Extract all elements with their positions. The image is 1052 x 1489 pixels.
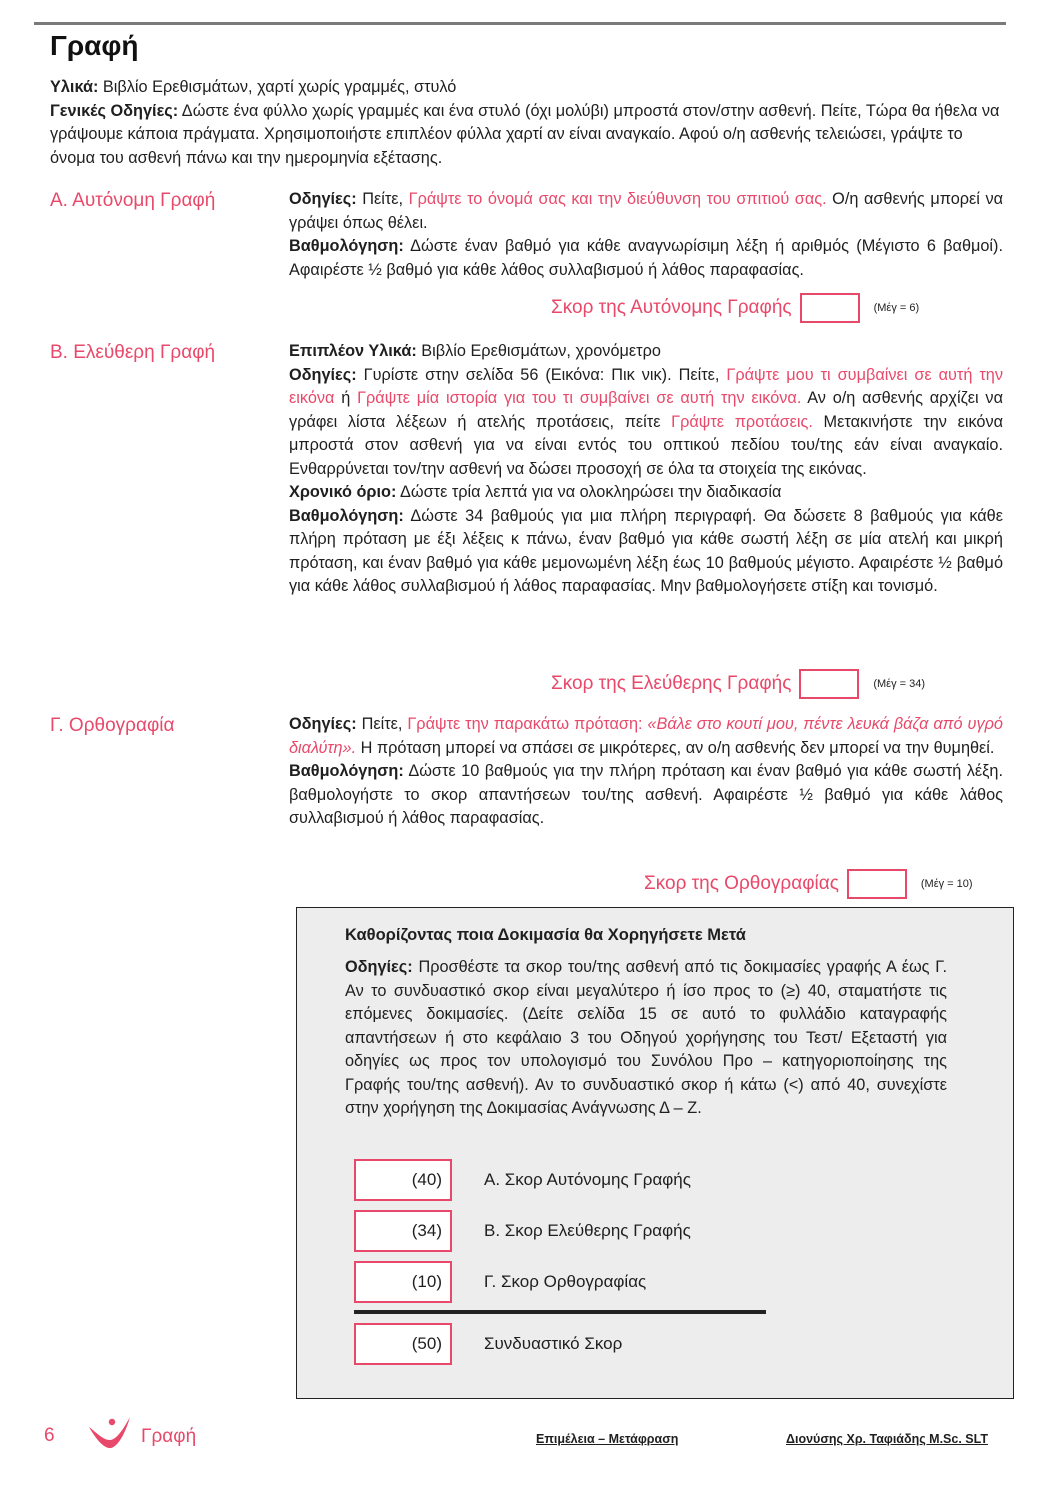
- summary-box-a[interactable]: (40): [354, 1159, 452, 1201]
- summary-box-c[interactable]: (10): [354, 1261, 452, 1303]
- summary-label-total: Συνδυαστικό Σκορ: [484, 1334, 623, 1353]
- section-b-time: [289, 481, 1003, 505]
- instr-label: Οδηγίες:: [345, 958, 413, 976]
- section-b-extra: [289, 340, 1003, 364]
- score-max: (Μέγ = 34): [873, 678, 926, 690]
- materials-text: Βιβλίο Ερεθισμάτων, χαρτί χωρίς γραμμές, στυλό: [98, 78, 457, 96]
- scoring-text: Δώστε 34 βαθμούς για μια πλήρη περιγραφή. Θα δώσετε 8 βαθμούς για κάθε πλήρη πρόταση με έξι λέξεις κ πάνω, έναν βαθμό για κάθε σωστή λέξη σε μία ατελή και μικρή πρόταση, και έναν βαθμό για κάθε μεμονωμένη λέξη έως 10 βαθμούς μέγιστο. Αφαιρέστε ½ βαθμό για κάθε λάθος συλλαβισμού ή λάθος παραφασίας. Μην βαθμολογήσετε στίξη και τονισμό.: [289, 506, 1003, 595]
- panel-instructions: [345, 956, 947, 1121]
- top-rule: [34, 22, 1006, 25]
- section-c-instructions: [289, 713, 1003, 760]
- scoring-label: Βαθμολόγηση:: [289, 506, 404, 525]
- general-text: Δώστε ένα φύλλο χωρίς γραμμές και ένα στυλό (όχι μολύβι) μπροστά στον/στην ασθενή. Πείτε, Τώρα θα ήθελα να γράψουμε κάποια πράγματα. Χρησιμοποιήστε επιπλέον φύλλα χαρτί αν είναι αναγκαίο. Αφού ο/η ασθενής τελειώσει, γράψτε το όνομα του ασθενή πάνω και την ημερομηνία εξέτασης.: [50, 101, 1000, 167]
- instr-text: ή: [334, 389, 358, 407]
- section-b-scoring: [289, 505, 1003, 599]
- check-swoosh-logo-icon: [86, 1413, 132, 1453]
- summary-box-total[interactable]: (50): [354, 1323, 452, 1365]
- extra-label: Επιπλέον Υλικά:: [289, 342, 417, 360]
- instr-text: Ο/η ασθενής μπορεί να γράψει όπως θέλει.: [289, 190, 1003, 232]
- general-instructions: [50, 100, 1010, 171]
- general-label: Γενικές Οδηγίες:: [50, 101, 179, 120]
- summary-divider: [354, 1310, 766, 1314]
- score-label: Σκορ της Αυτόνομης Γραφής: [551, 297, 792, 318]
- instr-label: Οδηγίες:: [289, 715, 357, 733]
- summary-row-total: [354, 1323, 622, 1365]
- score-box-a[interactable]: [800, 293, 860, 323]
- section-b-body: [289, 340, 1003, 599]
- intro-block: [50, 76, 1010, 170]
- section-a-score: [551, 293, 919, 323]
- section-b-label: Β. Ελεύθερη Γραφή: [50, 342, 216, 363]
- section-a-label: Α. Αυτόνομη Γραφή: [50, 190, 216, 211]
- score-max: (Μέγ = 6): [873, 302, 920, 314]
- extra-text: Βιβλίο Ερεθισμάτων, χρονόμετρο: [416, 342, 661, 360]
- section-b-score: [551, 669, 925, 699]
- section-c-label: Γ. Ορθογραφία: [50, 715, 175, 736]
- next-test-panel: [296, 907, 1014, 1399]
- summary-row-b: [354, 1210, 691, 1252]
- instr-text: Η πρόταση μπορεί να σπάσει σε μικρότερες, αν ο/η ασθενής δεν μπορεί να την θυμηθεί.: [356, 738, 995, 757]
- instr-prompt: Γράψτε το όνομά σας και την διεύθυνση του σπιτιού σας.: [408, 190, 827, 208]
- summary-label-b: Β. Σκορ Ελεύθερης Γραφής: [484, 1221, 691, 1240]
- score-label: Σκορ της Ελεύθερης Γραφής: [551, 673, 792, 694]
- summary-label-c: Γ. Σκορ Ορθογραφίας: [484, 1272, 647, 1291]
- panel-title: Καθορίζοντας ποια Δοκιμασία θα Χορηγήσετε Μετά: [345, 926, 746, 944]
- scoring-label: Βαθμολόγηση:: [289, 762, 404, 780]
- instr-text: Προσθέστε τα σκορ του/της ασθενή από τις δοκιμασίες γραφής Α έως Γ. Αν το συνδυαστικό σκορ είναι μεγαλύτερο ή ίσο προς το (≥) 40, σταματήστε τις επόμενες δοκιμασίες. (Δείτε σελίδα 15 σε αυτό το φυλλάδιο καταγραφής απαντήσεων ή στο κεφάλαιο 3 του Οδηγού χορήγησης του Τεστ/ Εξεταστή για οδηγίες ως προς τον υπολογισμό του Συνόλου Προ – κατηγοριοποίησης της Γραφής του/της ασθενή). Αν το συνδυαστικό σκορ ή κάτω (<) από 40, συνεχίστε στην χορήγηση της Δοκιμασίας Ανάγνωσης Δ – Ζ.: [345, 958, 947, 1117]
- footer-credit: Επιμέλεια – Μετάφραση: [536, 1432, 679, 1446]
- score-box-b[interactable]: [799, 669, 859, 699]
- footer-section-name: Γραφή: [141, 1426, 197, 1447]
- instr-text: Πείτε,: [356, 190, 409, 208]
- instr-prompt: Γράψτε μου τι συμβαίνει σε αυτή την εικόνα: [289, 365, 1004, 407]
- instr-sentence: «Βάλε στο κουτί μου, πέντε λευκά βάζα από υγρό διαλύτη».: [289, 715, 1003, 757]
- scoring-text: Δώστε έναν βαθμό για κάθε αναγνωρίσιμη λέξη ή αριθμός (Μέγιστο 6 βαθμοί). Αφαιρέστε ½ βαθμό για κάθε λάθος συλλαβισμού ή λάθος παραφασίας.: [289, 237, 1003, 279]
- materials-label: Υλικά:: [50, 78, 99, 96]
- instr-text: Πείτε,: [356, 715, 408, 733]
- score-label: Σκορ της Ορθογραφίας: [644, 873, 839, 894]
- instr-text: Γυρίστε στην σελίδα 56 (Εικόνα: Πικ νικ). Πείτε,: [356, 365, 727, 384]
- footer-author: Διονύσης Χρ. Ταφιάδης M.Sc. SLT: [786, 1432, 988, 1446]
- section-c-scoring: [289, 760, 1003, 831]
- section-c-body: [289, 713, 1003, 831]
- page-number: 6: [44, 1425, 55, 1446]
- score-max: (Μέγ = 10): [920, 878, 973, 890]
- instr-text: Μετακινήστε την εικόνα μπροστά στον ασθενή για να είναι εντός του οπτικού πεδίου του/της εάν είναι αναγκαίο. Ενθαρρύνεται τον/την ασθενή να δώσει προσοχή σε όλα τα στοιχεία της εικόνας.: [289, 412, 1003, 478]
- instr-label: Οδηγίες:: [289, 365, 357, 384]
- page-title: Γραφή: [50, 30, 139, 61]
- materials-line: [50, 76, 1010, 100]
- score-box-c[interactable]: [847, 869, 907, 899]
- section-a-body: [289, 188, 1003, 282]
- summary-row-a: [354, 1159, 691, 1201]
- instr-prompt: Γράψτε προτάσεις.: [671, 412, 813, 431]
- time-label: Χρονικό όριο:: [289, 483, 397, 501]
- instr-prompt: Γράψτε την παρακάτω πρόταση:: [407, 715, 643, 733]
- section-a-scoring: [289, 235, 1003, 282]
- time-text: Δώστε τρία λεπτά για να ολοκληρώσει την διαδικασία: [396, 483, 782, 501]
- section-a-instructions: [289, 188, 1003, 235]
- scoring-text: Δώστε 10 βαθμούς για την πλήρη πρόταση και έναν βαθμό για κάθε σωστή λέξη. βαθμολογήστε το σκορ απαντήσεων του/της ασθενή. Αφαιρέστε ½ βαθμό για κάθε λάθος συλλαβισμού ή λάθος παραφασίας.: [289, 762, 1003, 827]
- scoring-label: Βαθμολόγηση:: [289, 237, 404, 255]
- instr-text: Αν ο/η ασθενής αρχίζει να γράφει λίστα λέξεων ή ατελής προτάσεις, πείτε: [289, 389, 1003, 431]
- section-b-instructions: [289, 364, 1003, 482]
- instr-label: Οδηγίες:: [289, 190, 357, 208]
- instr-prompt: Γράψτε μία ιστορία για του τι συμβαίνει σε αυτή την εικόνα.: [357, 389, 802, 407]
- summary-box-b[interactable]: (34): [354, 1210, 452, 1252]
- summary-row-c: [354, 1261, 646, 1303]
- section-c-score: [644, 869, 973, 899]
- summary-label-a: Α. Σκορ Αυτόνομης Γραφής: [484, 1170, 691, 1189]
